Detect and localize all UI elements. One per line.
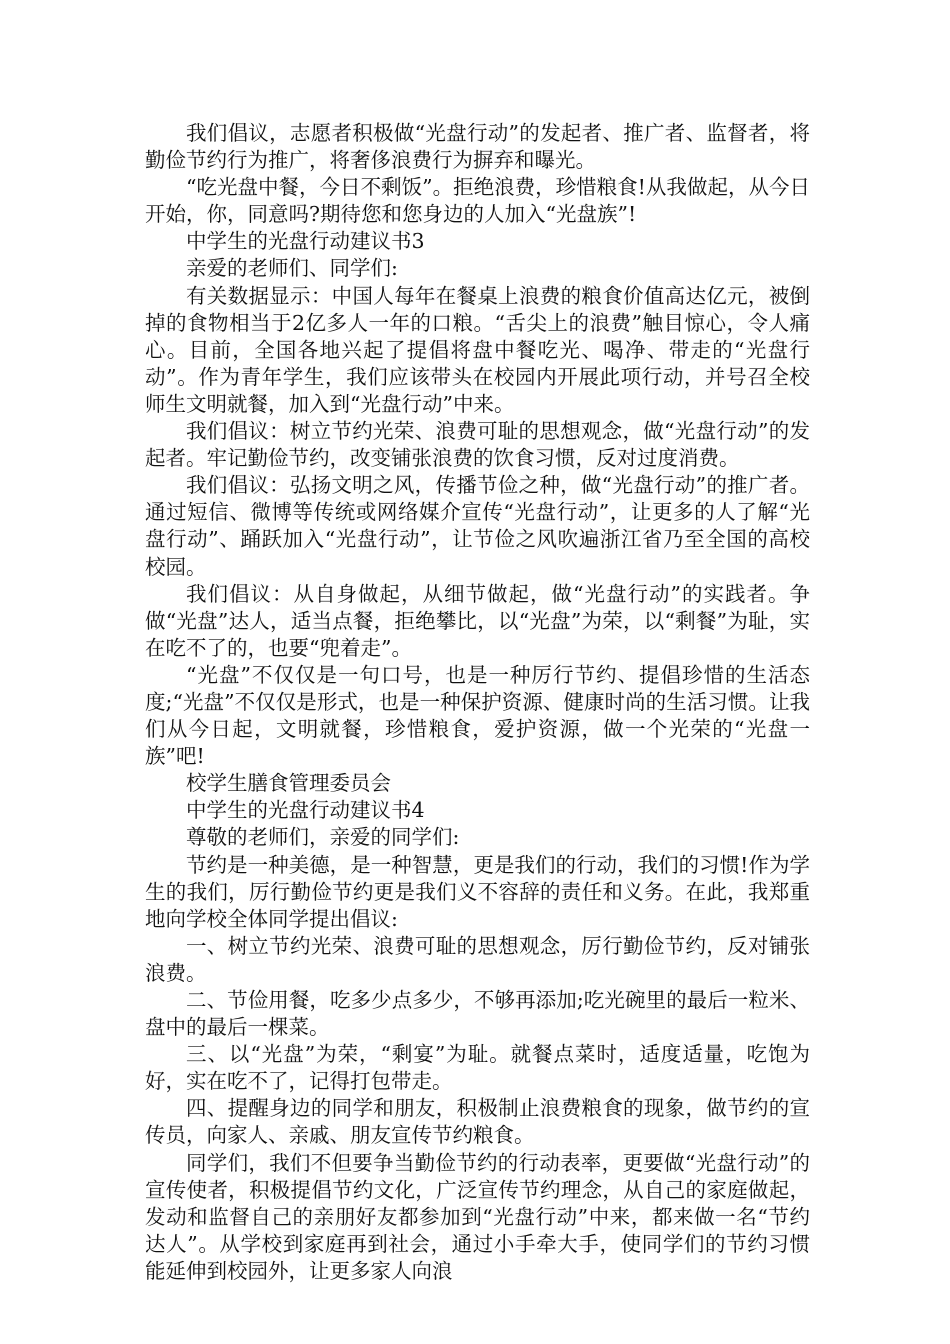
salutation-proposal-3: 亲爱的老师们、同学们: (186, 256, 398, 281)
paragraph-clean-plate-slogan: “吃光盘中餐，今日不剩饭”。拒绝浪费，珍惜粮食!从我做起，从今日开始，你，同意吗?期待您和您身边的人加入“光盘族”! (145, 175, 810, 227)
document-body (145, 120, 810, 1285)
section-title-proposal-4: 中学生的光盘行动建议书4 (186, 798, 425, 823)
paragraph-initiative-initiator: 我们倡议：树立节约光荣、浪费可耻的思想观念，做“光盘行动”的发起者。牢记勤俭节约，改变铺张浪费的饮食习惯，反对过度消费。 (145, 419, 810, 471)
salutation-proposal-4: 尊敬的老师们，亲爱的同学们: (186, 825, 460, 850)
list-item-three: 三、以“光盘”为荣，“剩宴”为耻。就餐点菜时，适度适量，吃饱为好，实在吃不了，记得打包带走。 (145, 1042, 810, 1094)
section-title-proposal-3: 中学生的光盘行动建议书3 (186, 229, 425, 254)
signature-committee: 校学生膳食管理委员会 (186, 771, 391, 796)
paragraph-data-shows: 有关数据显示：中国人每年在餐桌上浪费的粮食价值高达亿元，被倒掉的食物相当于2亿多人一年的口粮。“舌尖上的浪费”触目惊心，令人痛心。目前，全国各地兴起了提倡将盘中餐吃光、喝净、带走的“光盘行动”。作为青年学生，我们应该带头在校园内开展此项行动，并号召全校师生文明就餐，加入到“光盘行动”中来。 (145, 283, 810, 416)
paragraph-thrift-virtue: 节约是一种美德，是一种智慧，更是我们的行动，我们的习惯!作为学生的我们，厉行勤俭节约更是我们义不容辞的责任和义务。在此，我郑重地向学校全体同学提出倡议: (145, 852, 810, 931)
paragraph-initiative-practitioner: 我们倡议：从自身做起，从细节做起，做“光盘行动”的实践者。争做“光盘”达人，适当点餐，拒绝攀比，以“光盘”为荣，以“剩餐”为耻，实在吃不了的，也要“兜着走”。 (145, 581, 810, 660)
list-item-one: 一、树立节约光荣、浪费可耻的思想观念，厉行勤俭节约，反对铺张浪费。 (145, 933, 810, 985)
paragraph-clean-plate-attitude: “光盘”不仅仅是一句口号，也是一种厉行节约、提倡珍惜的生活态度;“光盘”不仅仅是形式，也是一种保护资源、健康时尚的生活习惯。让我们从今日起，文明就餐，珍惜粮食，爱护资源，做一个光荣的“光盘一族”吧! (145, 662, 810, 769)
paragraph-initiative-promoter: 我们倡议：弘扬文明之风，传播节俭之种，做“光盘行动”的推广者。通过短信、微博等传统或网络媒介宣传“光盘行动”，让更多的人了解“光盘行动”、踊跃加入“光盘行动”，让节俭之风吹遍浙江省乃至全国的高校校园。 (145, 473, 810, 579)
paragraph-classmates-call: 同学们，我们不但要争当勤俭节约的行动表率，更要做“光盘行动”的宣传使者，积极提倡节约文化，广泛宣传节约理念，从自己的家庭做起，发动和监督自己的亲朋好友都参加到“光盘行动”中来，都来做一名“节约达人”。从学校到家庭再到社会，通过小手牵大手，使同学们的节约习惯能延伸到校园外，让更多家人向浪 (145, 1150, 810, 1283)
list-item-four: 四、提醒身边的同学和朋友，积极制止浪费粮食的现象，做节约的宣传员，向家人、亲戚、朋友宣传节约粮食。 (145, 1096, 810, 1148)
paragraph-initiative-volunteers: 我们倡议，志愿者积极做“光盘行动”的发起者、推广者、监督者，将勤俭节约行为推广，将奢侈浪费行为摒弃和曝光。 (145, 121, 810, 173)
list-item-two: 二、节俭用餐，吃多少点多少，不够再添加;吃光碗里的最后一粒米、盘中的最后一棵菜。 (145, 988, 810, 1040)
